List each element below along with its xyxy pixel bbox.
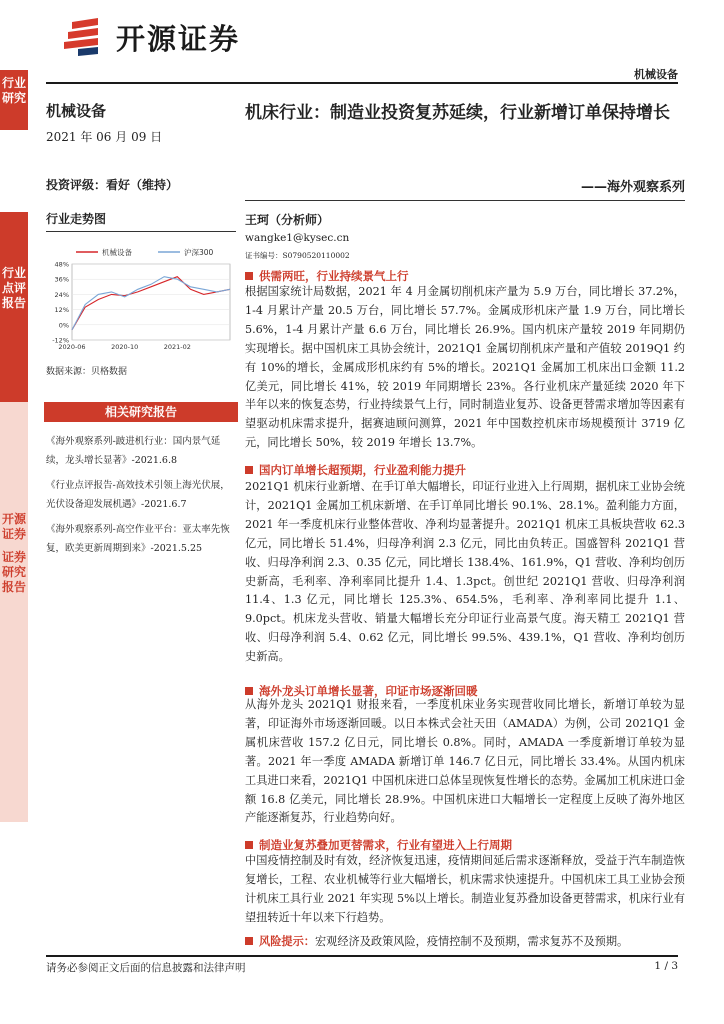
analyst-name: 王珂（分析师） — [245, 213, 330, 227]
section-text: 根据国家统计局数据，2021 年 4 月金属切削机床产量为 5.9 万台，同比增长 37.2%，1-4 月累计产量 20.5 万台，同比增长 57.7%。金属成形机床产量 1.9 万台，同比增长 5.6%，1-4 月累计产量 6.6 万台，同比增长 26.9%。国内机床产量较 2019 年同期仍实现增长。据中国机床工具协会统计，2021Q1 金属切削机床产量和产值较 2019Q1 约有 10%的增长，金属成形机床约有 5%的增长。2021Q1 金属加工机床出口金额 11.2 亿美元，同比增长 41%，较 2019 年同期增长 23%。各行业机床产量延续 2020 年下半年以来的恢复态势，行业持续景气上行，同时制造业复苏、设备更替需求增加等因素有望驱动机床需求提升，据赛迪顾问测算，2021 年中国数控机床市场规模预计 3719 亿元，同比增长 50%，较 2019 年增长 13.7%。 — [245, 285, 685, 450]
y-tick-label: 48% — [54, 260, 69, 269]
legend-label: 机械设备 — [102, 248, 132, 257]
bullet-square-icon — [245, 937, 253, 945]
trend-chart-title: 行业走势图 — [46, 212, 107, 226]
bullet-square-icon — [245, 466, 253, 474]
report-date: 2021 年 06 月 09 日 — [46, 130, 163, 144]
x-tick-label: 2020-10 — [111, 343, 139, 351]
page-number: 1 / 3 — [654, 960, 678, 972]
y-tick-label: 12% — [54, 306, 69, 315]
sidebar-block-research: 行业 研究 — [0, 70, 28, 130]
section-heading: 海外龙头订单增长显著，印证市场逐渐回暖 — [245, 683, 478, 699]
bullet-square-icon — [245, 841, 253, 849]
report-title: 机床行业：制造业投资复苏延续，行业新增订单保持增长 — [245, 103, 670, 123]
section-text: 从海外龙头 2021Q1 财报来看，一季度机床业务实现营收同比增长，新增订单较为显著，印证海外市场逐渐回暖。以日本株式会社天田（AMADA）为例，公司 2021Q1 金属机床营收 157.2 亿日元，同比增长 0.8%。同时，AMADA 一季度新增订单较为显著。2021 年一季度 AMADA 新增订单 146.7 亿日元，同比增长 33.4%。从国内机床工具进口来看，2021Q1 中国机床进口总体呈现恢复性增长的态势。金属加工机床进口金额 16.8 亿美元，同比增长 28.9%。中国机床进口大幅增长一定程度上反映了海外地区产能逐渐复苏，行业趋势向好。 — [245, 698, 685, 825]
x-tick-label: 2021-02 — [163, 343, 191, 351]
report-series: ——海外观察系列 — [580, 180, 685, 195]
risk-warning: 风险提示：宏观经济及政策风险，疫情控制不及预期，需求复苏不及预期。 — [245, 933, 685, 949]
header-divider — [46, 82, 678, 84]
plot-frame — [72, 264, 230, 340]
y-tick-label: 0% — [58, 321, 69, 330]
chart-source: 数据来源：贝格数据 — [46, 367, 128, 377]
y-tick-label: -12% — [52, 336, 69, 345]
brand-name: 开源证券 — [116, 21, 241, 56]
title-divider — [245, 200, 685, 201]
bullet-square-icon — [245, 687, 253, 695]
sector-name: 机械设备 — [46, 102, 107, 120]
brand-logo — [58, 16, 278, 58]
related-report-item[interactable]: 《行业点评报告-高效技术引领上海光伏展，光伏设备迎发展机遇》-2021.6.7 — [46, 480, 230, 510]
trend-divider — [46, 231, 236, 232]
analyst-cert: 证书编号：S0790520110002 — [245, 251, 350, 260]
y-tick-label: 24% — [54, 290, 69, 299]
series-line — [72, 277, 230, 330]
investment-rating: 投资评级：看好（维持） — [46, 178, 179, 192]
sidebar-block-report-type: 行业 点评 报告 — [0, 212, 28, 402]
section-heading: 制造业复苏叠加更替需求，行业有望进入上行周期 — [245, 837, 512, 853]
sidebar-block-brand: 开源 证券 证券 研究 报告 — [0, 402, 28, 822]
footer-divider — [46, 955, 678, 957]
footer-disclaimer: 请务必参阅正文后面的信息披露和法律声明 — [46, 962, 246, 974]
header-category: 机械设备 — [634, 68, 678, 81]
bullet-square-icon — [245, 272, 253, 280]
legend-label: 沪深300 — [184, 248, 214, 257]
related-reports-title: 相关研究报告 — [44, 402, 238, 422]
related-report-item[interactable]: 《海外观察系列-跛进机行业：国内景气延续，龙头增长显著》-2021.6.8 — [46, 436, 221, 466]
section-text: 中国疫情控制及时有效，经济恢复迅速，疫情期间延后需求逐渐释放，受益于汽车制造恢复增长，工程、农业机械等行业大幅增长，机床需求快速提升。中国机床工具工业协会预计机床工具行业 2021 年实现 5%以上增长。制造业复苏叠加设备更替需求，机床行业有望扭转近十年以来下行趋势。 — [245, 854, 685, 924]
industry-trend-chart — [46, 240, 236, 360]
section-heading: 供需两旺，行业持续景气上行 — [245, 268, 409, 284]
y-tick-label: 36% — [54, 275, 69, 284]
analyst-email[interactable]: wangke1@kysec.cn — [245, 232, 350, 244]
related-report-item[interactable]: 《海外观察系列-高空作业平台：亚太率先恢复，欧美更新周期到来》-2021.5.25 — [46, 524, 230, 554]
related-reports-list — [46, 432, 236, 564]
brand-mark-icon — [58, 16, 110, 58]
x-tick-label: 2020-06 — [58, 343, 86, 351]
section-text: 2021Q1 机床行业新增、在手订单大幅增长，印证行业进入上行周期，据机床工业协会统计，2021Q1 金属加工机床新增、在手订单同比增长 90.1%、28.1%。盈利能力方面，2021 年一季度机床行业整体营收、净利均显著提升。2021Q1 机床工具板块营收 62.3 亿元，同比增长 51.4%，归母净利润 2.3 亿元，同比由负转正。国盛智科 2021Q1 营收、归母净利润 2.3、0.35 亿元，同比增长 138.4%、161.9%，Q1 营收、净利均创历史新高，毛利率、净利率同比提升 1.4、1.3pct。创世纪 2021Q1 营收、归母净利润 11.4、1.3 亿元，同比增长 125.3%、654.5%，毛利率、净利率同比提升 1.1、9.0pct。机床龙头营收、销量大幅增长充分印证行业高景气度。海天精工 2021Q1 营收、归母净利润 5.4、0.62 亿元，同比增长 99.5%、439.1%，Q1 营收、净利均创历史新高。 — [245, 480, 685, 664]
section-heading: 国内订单增长超预期，行业盈利能力提升 — [245, 462, 466, 478]
